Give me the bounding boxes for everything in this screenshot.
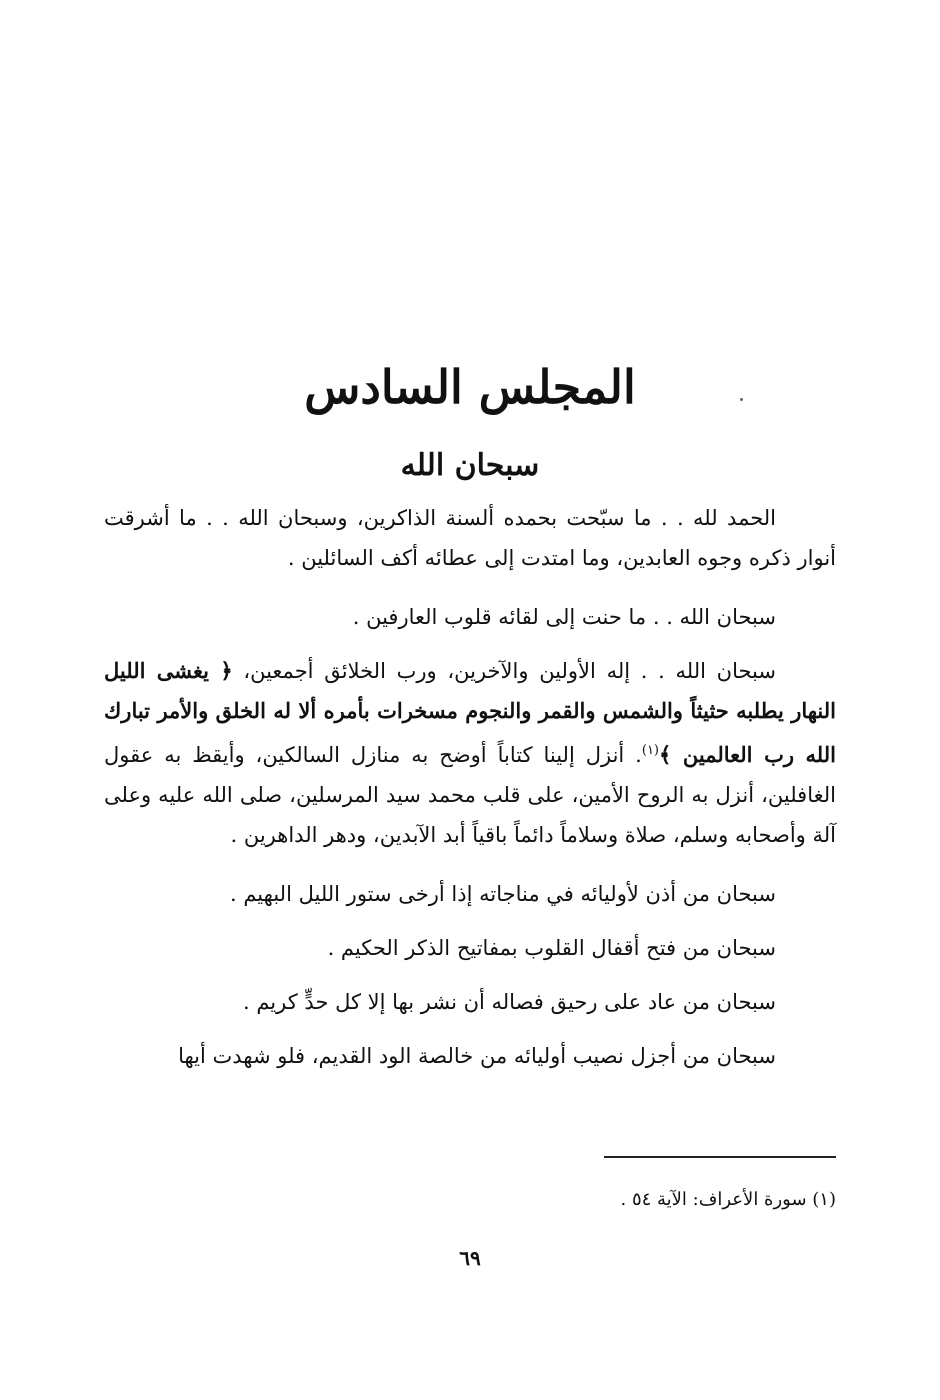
scan-speck — [740, 398, 743, 401]
footnote: (١) سورة الأعراف: الآية ٥٤ . — [620, 1189, 836, 1210]
chapter-title: المجلس السادس — [304, 360, 636, 414]
paragraph-7: سبحان من أجزل نصيب أوليائه من خالصة الود القديم، فلو شهدت أيها — [178, 1044, 776, 1068]
paragraph-1: الحمد لله . . ما سبّحت بحمده ألسنة الذاكرين، وسبحان الله . . ما أشرقت أنوار ذكره وجوه العابدين، وما امتدت إلى عطائه أكف السائلين . — [104, 506, 836, 570]
paragraph-5: سبحان من فتح أقفال القلوب بمفاتيح الذكر الحكيم . — [327, 936, 776, 960]
paragraph-3-intro: سبحان الله . . إله الأولين والآخرين، ورب الخلائق أجمعين، — [232, 659, 776, 683]
paragraph-3-rest: . أنزل إلينا كتاباً أوضح به منازل السالكين، وأيقظ به عقول الغافلين، أنزل به الروح الأمين، على قلب محمد سيد المرسلين، صلى الله عليه وعلى آلة وأصحابه وسلم، صلاة وسلاماً دائماً باقياً أبد الآبدين، ودهر الداهرين . — [104, 743, 836, 847]
paragraph-4: سبحان من أذن لأوليائه في مناجاته إذا أرخى ستور الليل البهيم . — [229, 882, 776, 906]
body-text — [104, 498, 836, 1095]
paragraph-6: سبحان من عاد على رحيق فصاله أن نشر بها إلا كل حدٍّ كريم . — [242, 990, 776, 1014]
footnote-reference: (١) — [641, 743, 659, 758]
paragraph-3 — [104, 651, 836, 855]
footnote-separator — [604, 1156, 836, 1158]
section-title: سبحان الله — [400, 448, 540, 483]
quran-verse: ﴿ يغشى الليل النهار يطلبه حثيثاً والشمس والقمر والنجوم مسخرات بأمره ألا له الخلق والأمر تبارك الله رب العالمين ﴾ — [104, 658, 836, 767]
page-number: ٦٩ — [459, 1246, 481, 1270]
paragraph-2: سبحان الله . . ما حنت إلى لقائه قلوب العارفين . — [352, 605, 776, 629]
